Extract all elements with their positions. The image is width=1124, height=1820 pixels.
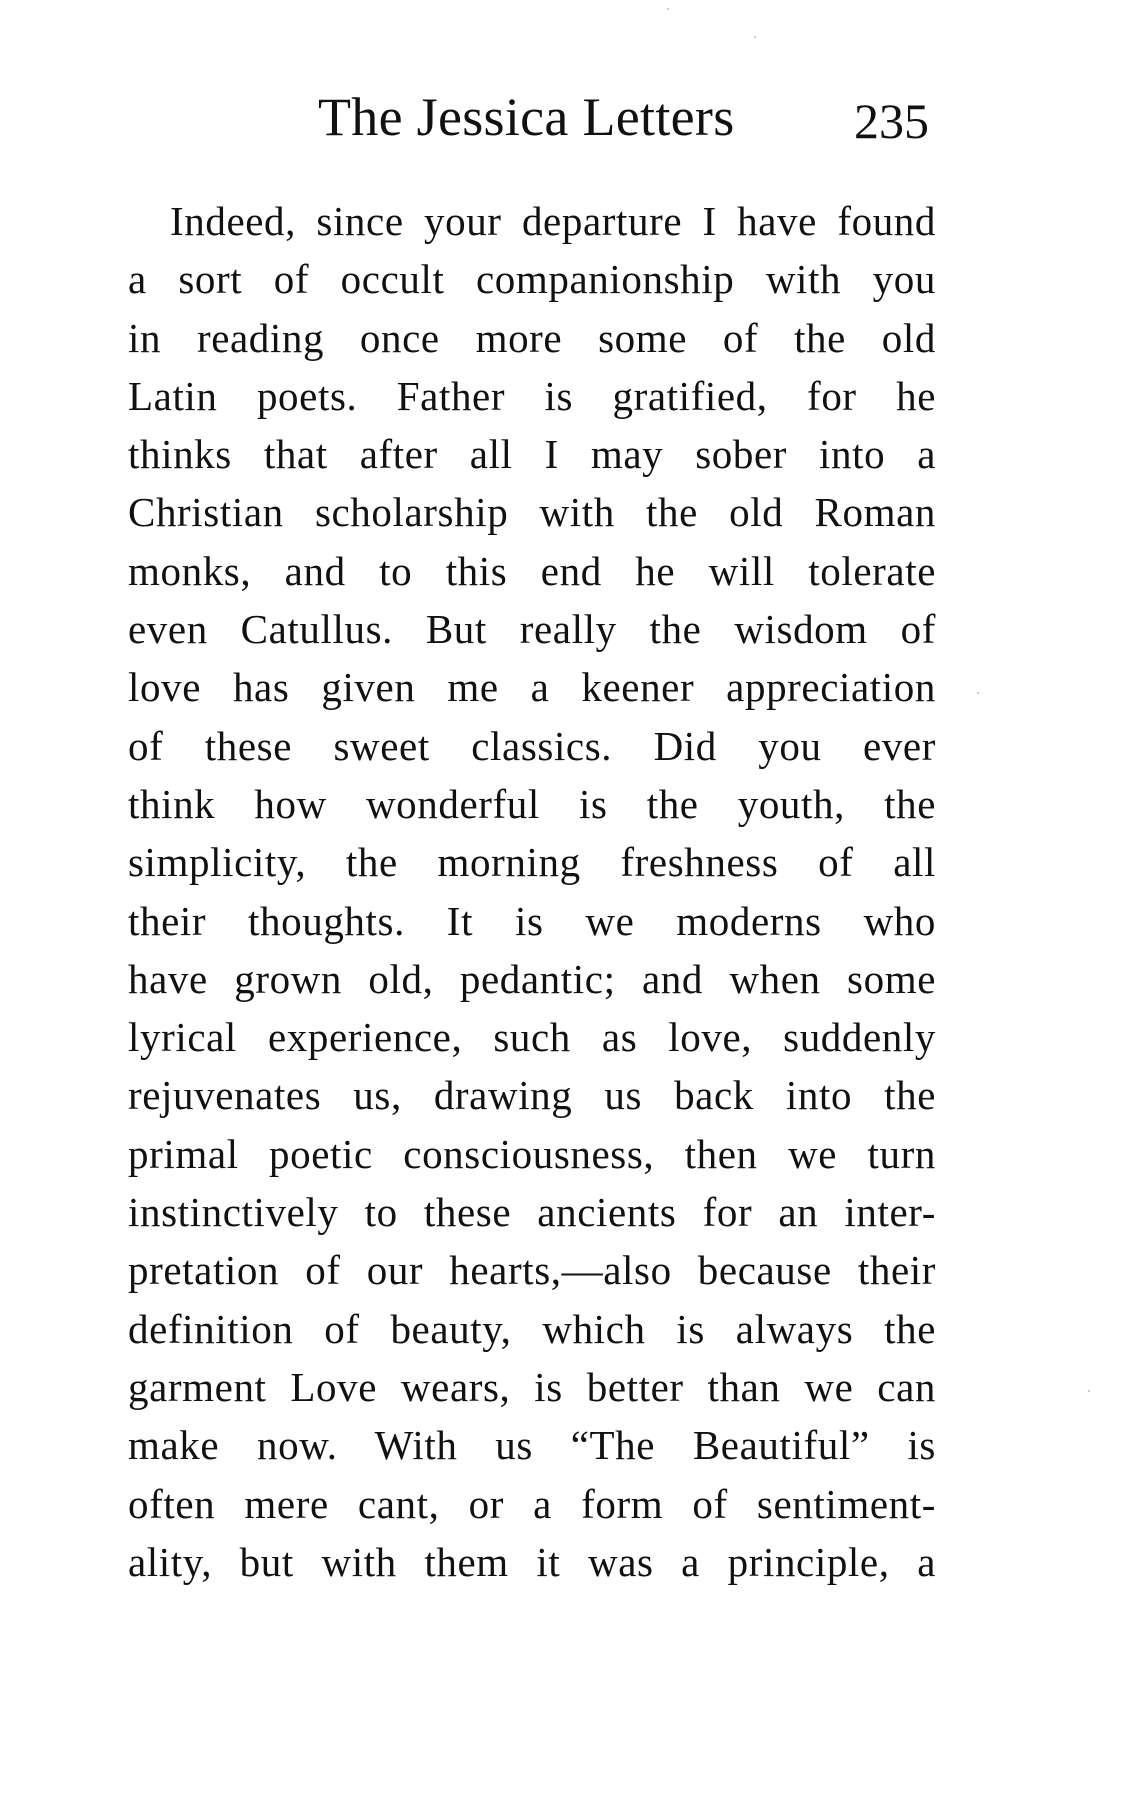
text-line: definition of beauty, which is always the xyxy=(128,1305,936,1352)
text-line: monks, and to this end he will tolerate xyxy=(128,547,936,594)
text-line: Latin poets. Father is gratified, for he xyxy=(128,372,936,419)
text-line: rejuvenates us, drawing us back into the xyxy=(128,1072,936,1119)
text-line: ality, but with them it was a principle, a xyxy=(128,1538,936,1585)
body-paragraph xyxy=(128,192,936,1591)
text-line: pretation of our hearts,—also because their xyxy=(128,1247,936,1294)
text-line: think how wonderful is the youth, the xyxy=(128,780,936,827)
running-head xyxy=(0,82,1124,152)
text-line: thinks that after all I may sober into a xyxy=(128,431,936,478)
text-line: garment Love wears, is better than we can xyxy=(128,1363,936,1410)
paper-speck xyxy=(977,692,979,694)
text-line: instinctively to these ancients for an inter- xyxy=(128,1189,936,1236)
text-line: make now. With us “The Beautiful” is xyxy=(128,1422,936,1469)
text-line: Indeed, since your departure I have found xyxy=(170,198,936,244)
text-line: a sort of occult companionship with you xyxy=(128,256,936,303)
paper-speck xyxy=(754,36,756,38)
text-line: primal poetic consciousness, then we turn xyxy=(128,1130,936,1177)
text-line: love has given me a keener appreciation xyxy=(128,664,936,711)
text-line: Christian scholarship with the old Roman xyxy=(128,489,936,536)
text-line: of these sweet classics. Did you ever xyxy=(128,722,936,769)
text-line: their thoughts. It is we moderns who xyxy=(128,897,936,944)
text-line: simplicity, the morning freshness of all xyxy=(128,839,936,886)
paper-speck xyxy=(667,8,669,10)
running-title: The Jessica Letters xyxy=(318,87,735,147)
text-line: have grown old, pedantic; and when some xyxy=(128,955,936,1002)
text-line: lyrical experience, such as love, suddenly xyxy=(128,1014,936,1061)
text-line: often mere cant, or a form of sentiment- xyxy=(128,1480,936,1527)
text-line: in reading once more some of the old xyxy=(128,314,936,361)
page-number: 235 xyxy=(854,93,929,149)
text-line: even Catullus. But really the wisdom of xyxy=(128,606,936,653)
paper-speck xyxy=(1088,1390,1090,1392)
